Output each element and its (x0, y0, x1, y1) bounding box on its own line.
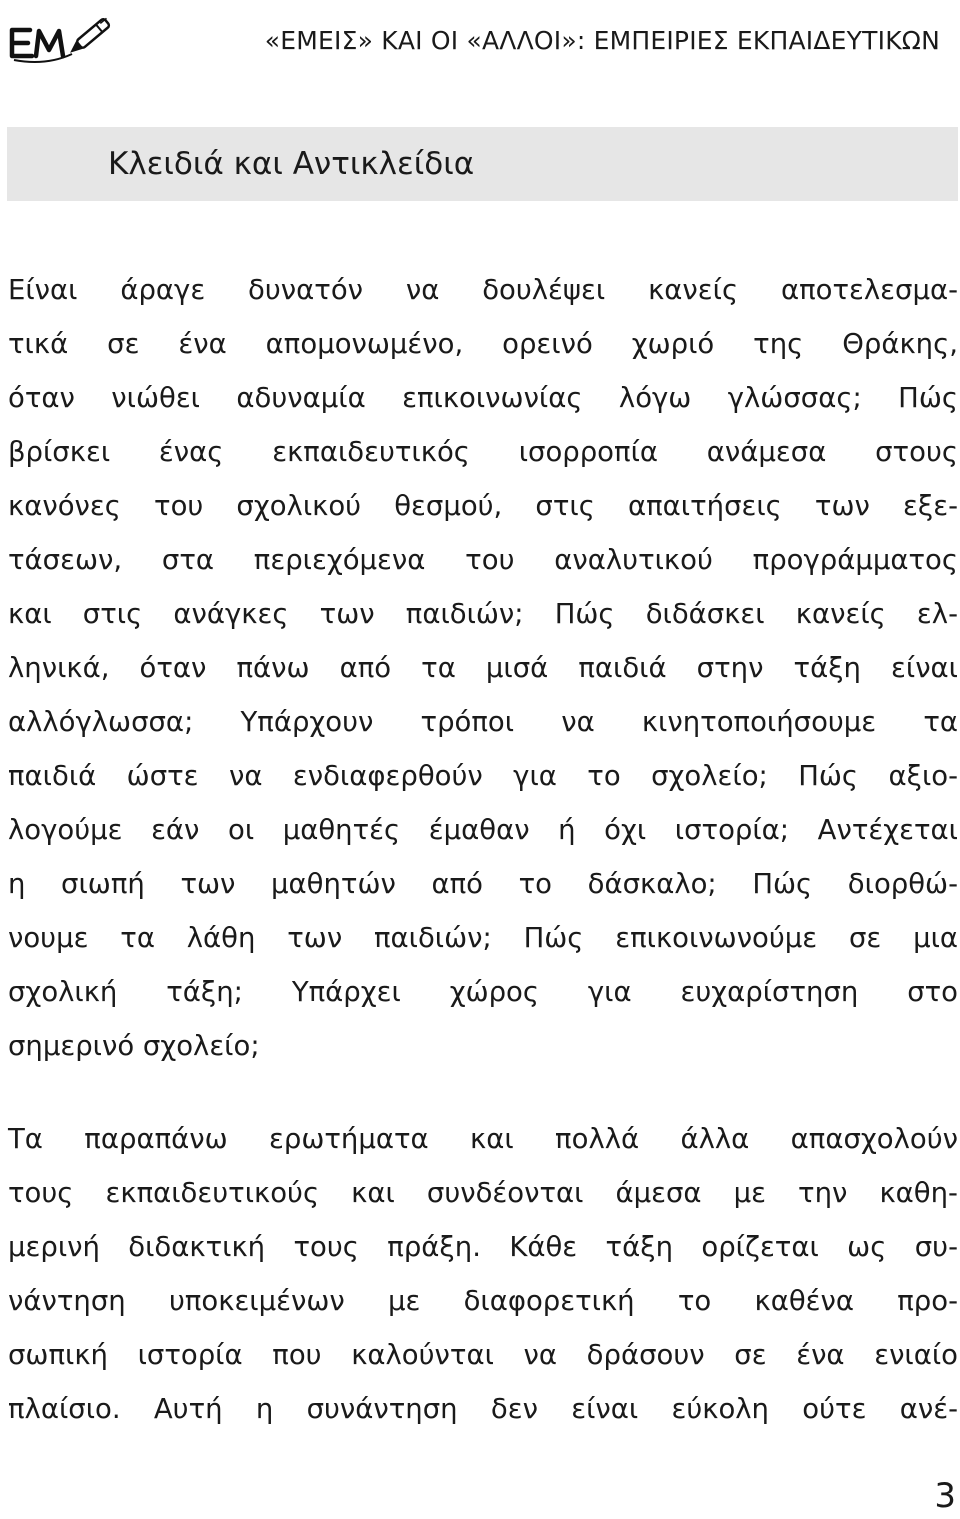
text-line: Είναι άραγε δυνατόν να δουλέψει κανείς αποτελεσμα- (8, 274, 958, 306)
text-line: πλαίσιο. Αυτή η συνάντηση δεν είναι εύκολη ούτε ανέ- (8, 1393, 958, 1425)
text-line: αλλόγλωσσα; Υπάρχουν τρόποι να κινητοποιήσουμε τα (8, 706, 958, 738)
logo-em-pen-icon (6, 4, 118, 68)
text-line: σχολική τάξη; Υπάρχει χώρος για ευχαρίστηση στο (8, 976, 958, 1008)
paragraph-2 (8, 1112, 958, 1436)
text-line: όταν νιώθει αδυναμία επικοινωνίας λόγω γλώσσας; Πώς (8, 382, 958, 414)
paragraph-1 (8, 263, 958, 1073)
section-title-bar (7, 127, 958, 201)
text-line: σημερινό σχολείο; (8, 1030, 260, 1062)
text-line: βρίσκει ένας εκπαιδευτικός ισορροπία ανάμεσα στους (8, 436, 958, 468)
text-line: Τα παραπάνω ερωτήματα και πολλά άλλα απασχολούν (8, 1123, 958, 1155)
section-title: Κλειδιά και Αντικλείδια (108, 146, 475, 182)
text-line: κανόνες του σχολικού θεσμού, στις απαιτήσεις των εξε- (8, 490, 958, 522)
text-line: τους εκπαιδευτικούς και συνδέονται άμεσα με την καθη- (8, 1177, 958, 1209)
text-line: τικά σε ένα απομονωμένο, ορεινό χωριό της Θράκης, (8, 328, 958, 360)
text-line: λογούμε εάν οι μαθητές έμαθαν ή όχι ιστορία; Αντέχεται (8, 814, 958, 846)
text-line: νουμε τα λάθη των παιδιών; Πώς επικοινωνούμε σε μια (8, 922, 958, 954)
text-line: μερινή διδακτική τους πράξη. Κάθε τάξη ορίζεται ως συ- (8, 1231, 958, 1263)
text-line: ληνικά, όταν πάνω από τα μισά παιδιά στην τάξη είναι (8, 652, 958, 684)
text-line: τάσεων, στα περιεχόμενα του αναλυτικού προγράμματος (8, 544, 958, 576)
text-line: νάντηση υποκειμένων με διαφορετική το καθένα προ- (8, 1285, 958, 1317)
running-title: «ΕΜΕΙΣ» ΚΑΙ ΟΙ «ΑΛΛΟΙ»: ΕΜΠΕΙΡΙΕΣ ΕΚΠΑΙΔΕΥΤΙΚΩΝ (264, 26, 940, 55)
text-line: σωπική ιστορία που καλούνται να δράσουν σε ένα ενιαίο (8, 1339, 958, 1371)
page-header (0, 0, 960, 80)
text-line: η σιωπή των μαθητών από το δάσκαλο; Πώς διορθώ- (8, 868, 958, 900)
text-line: παιδιά ώστε να ενδιαφερθούν για το σχολείο; Πώς αξιο- (8, 760, 958, 792)
text-line: και στις ανάγκες των παιδιών; Πώς διδάσκει κανείς ελ- (8, 598, 958, 630)
page-number: 3 (934, 1476, 956, 1516)
